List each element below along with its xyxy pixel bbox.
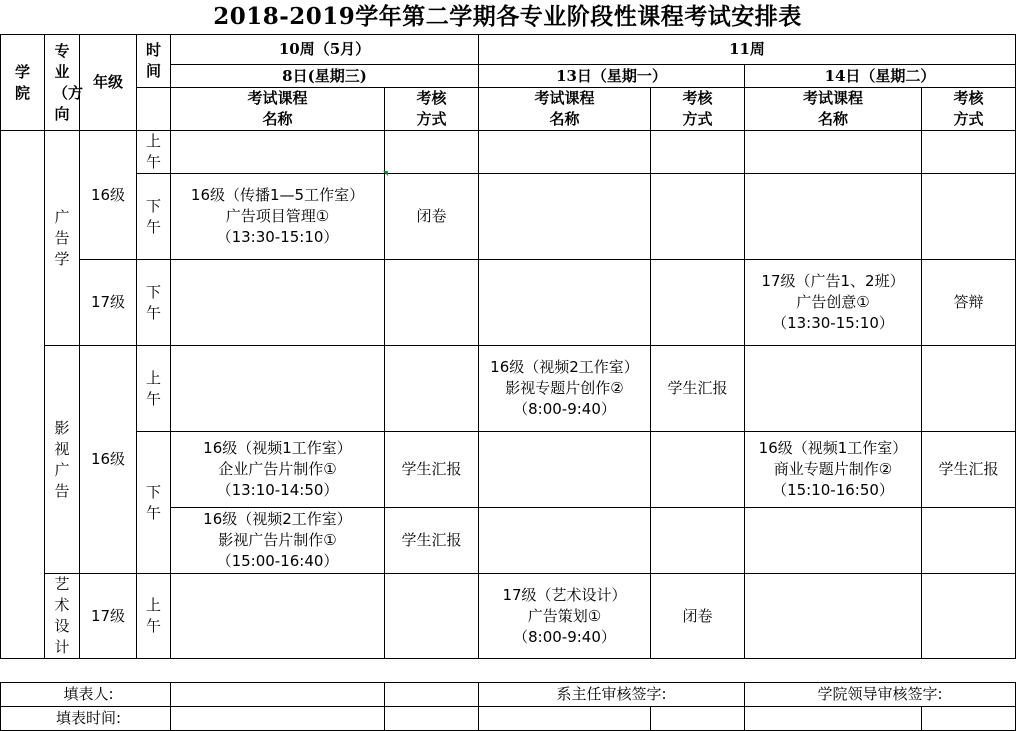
- cell: [479, 174, 651, 260]
- period-am: 上午: [137, 574, 171, 659]
- header-method: 考核 方式: [385, 88, 479, 131]
- major-ad: 广告学: [45, 131, 80, 346]
- cell: [745, 131, 922, 174]
- exam-course-cell: 16级（视频2工作室） 影视专题片创作② （8:00-9:40）: [479, 346, 651, 432]
- exam-method-cell: 学生汇报: [385, 432, 479, 508]
- header-grade: 年级: [80, 35, 137, 131]
- cell: [385, 260, 479, 346]
- grade-cell: 16级: [80, 131, 137, 260]
- header-college: 学院: [1, 35, 45, 131]
- exam-method-cell: 学生汇报: [922, 432, 1016, 508]
- grid-cell: [385, 683, 479, 707]
- page-title: 2018-2019学年第二学期各专业阶段性课程考试安排表: [213, 3, 802, 30]
- exam-course-cell: 17级（艺术设计） 广告策划① （8:00-9:40）: [479, 574, 651, 659]
- cell: [922, 574, 1016, 659]
- header-time: 时间: [137, 35, 171, 88]
- cell: [922, 346, 1016, 432]
- exam-course-cell: 16级（视频2工作室） 影视广告片制作① （15:00-16:40）: [171, 508, 385, 574]
- grade-cell: 16级: [80, 346, 137, 574]
- header-major: 专业（方向: [45, 35, 80, 131]
- cell: [651, 432, 745, 508]
- cell: [171, 346, 385, 432]
- grid-cell: [385, 707, 479, 731]
- header-course-name: 考试课程 名称: [745, 88, 922, 131]
- period-pm: 下午: [137, 260, 171, 346]
- exam-method-cell: 学生汇报: [651, 346, 745, 432]
- grid-cell: [745, 707, 922, 731]
- major-art: 艺术设计: [45, 574, 80, 659]
- dept-sign-label: 系主任审核签字:: [479, 683, 745, 707]
- cell: [745, 508, 922, 574]
- header-week-10: 10周（5月）: [171, 35, 479, 65]
- cell: [385, 131, 479, 174]
- exam-method-cell: 闭卷: [651, 574, 745, 659]
- exam-course-cell: 17级（广告1、2班） 广告创意① （13:30-15:10）: [745, 260, 922, 346]
- cell: [651, 174, 745, 260]
- header-course-name: 考试课程 名称: [171, 88, 385, 131]
- cell: [385, 346, 479, 432]
- cell: [922, 131, 1016, 174]
- period-am: 上午: [137, 131, 171, 174]
- exam-method-cell: 学生汇报: [385, 508, 479, 574]
- cell: [651, 508, 745, 574]
- grid-cell: [171, 683, 385, 707]
- header-day-13: 13日（星期一）: [479, 65, 745, 88]
- period-pm: 下午: [137, 432, 171, 574]
- blank-row: [1, 659, 1016, 683]
- exam-schedule-table: [0, 34, 1016, 731]
- grid-cell: [479, 707, 651, 731]
- header-day-14: 14日（星期二）: [745, 65, 1016, 88]
- exam-method-cell: 答辩: [922, 260, 1016, 346]
- header-time-spacer: [137, 88, 171, 131]
- grade-cell: 17级: [80, 260, 137, 346]
- cell: [479, 131, 651, 174]
- exam-course-cell: 16级（视频1工作室） 商业专题片制作② （15:10-16:50）: [745, 432, 922, 508]
- fill-time-label: 填表时间:: [1, 707, 171, 731]
- cell-comment-marker: [383, 171, 388, 176]
- college-sign-label: 学院领导审核签字:: [745, 683, 1016, 707]
- cell: [171, 260, 385, 346]
- header-method: 考核 方式: [651, 88, 745, 131]
- header-method: 考核 方式: [922, 88, 1016, 131]
- cell: [745, 174, 922, 260]
- cell: [171, 131, 385, 174]
- cell: [479, 260, 651, 346]
- exam-course-cell: 16级（传播1—5工作室） 广告项目管理① （13:30-15:10）: [171, 174, 385, 260]
- cell: [745, 574, 922, 659]
- grid-cell: [171, 707, 385, 731]
- college-cell: [1, 131, 45, 659]
- cell: [385, 574, 479, 659]
- header-week-11: 11周: [479, 35, 1016, 65]
- cell: [651, 131, 745, 174]
- cell: [745, 346, 922, 432]
- grid-cell: [651, 707, 745, 731]
- cell: [922, 508, 1016, 574]
- exam-method-cell: 闭卷: [385, 174, 479, 260]
- cell: [479, 508, 651, 574]
- cell: [651, 260, 745, 346]
- cell: [171, 574, 385, 659]
- period-am: 上午: [137, 346, 171, 432]
- major-film: 影视广告: [45, 346, 80, 574]
- grid-cell: [922, 707, 1016, 731]
- cell: [922, 174, 1016, 260]
- filler-label: 填表人:: [1, 683, 171, 707]
- cell: [479, 432, 651, 508]
- exam-course-cell: 16级（视频1工作室） 企业广告片制作① （13:10-14:50）: [171, 432, 385, 508]
- header-day-8: 8日(星期三): [171, 65, 479, 88]
- grade-cell: 17级: [80, 574, 137, 659]
- period-pm: 下午: [137, 174, 171, 260]
- header-course-name: 考试课程 名称: [479, 88, 651, 131]
